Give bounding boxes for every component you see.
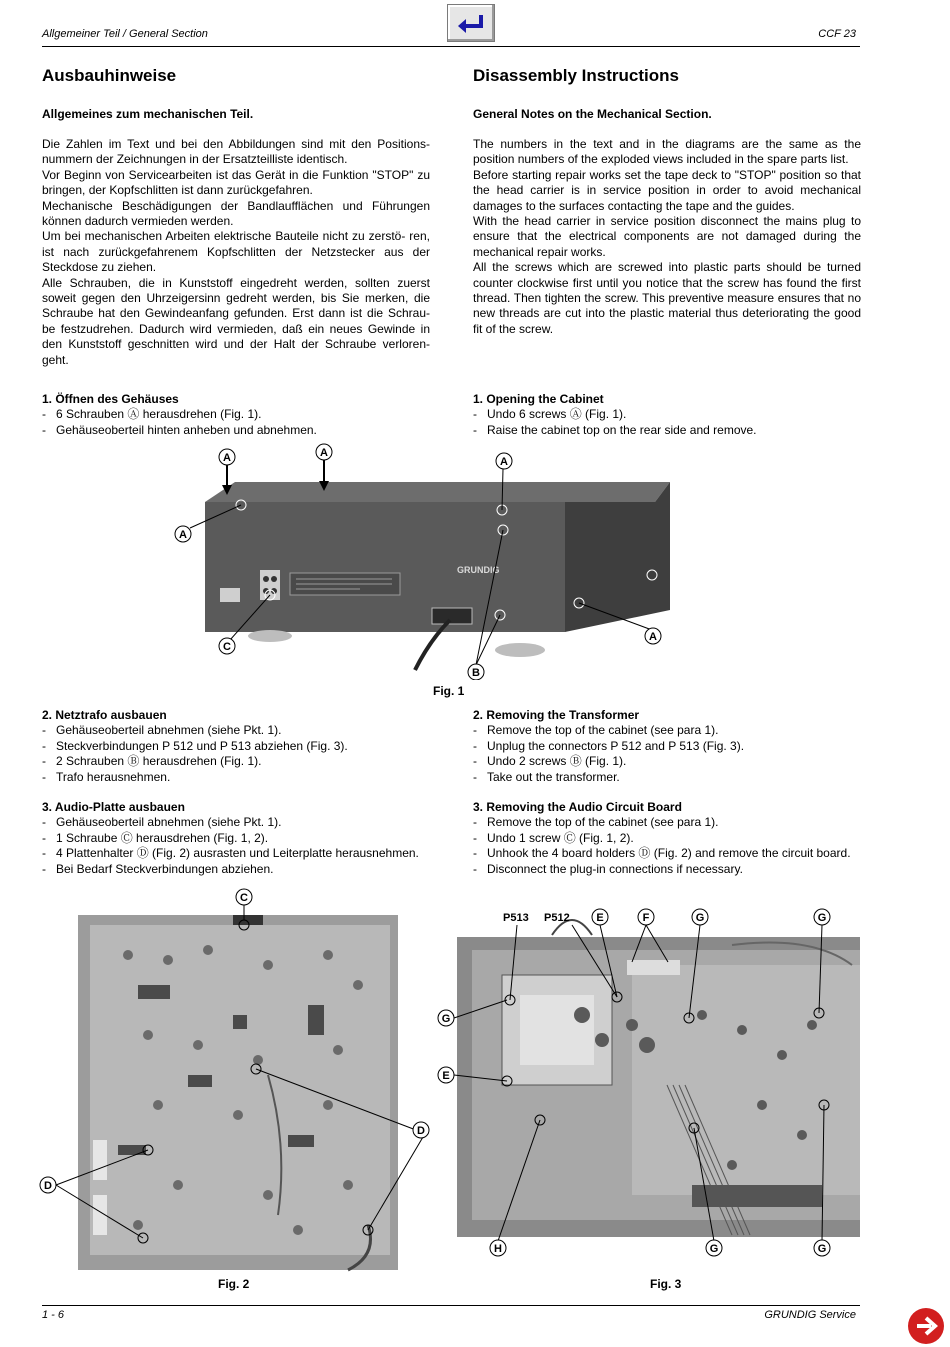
callout-a [316,444,332,460]
figure-1-label: Fig. 1 [433,684,465,698]
title-english: Disassembly Instructions [473,66,679,85]
list-item: - Unhook the 4 board holders Ⓓ (Fig. 2) and remove the circuit board. [473,846,893,861]
callout-d [40,1177,56,1193]
svg-text:D: D [417,1125,425,1137]
svg-text:E: E [596,912,604,924]
section-title: 2. Netztrafo ausbauen [42,708,167,722]
callout-a [219,449,235,465]
header-rule [42,46,860,47]
list-item: - 1 Schraube Ⓒ herausdrehen (Fig. 1, 2). [42,831,462,846]
callout-e [592,909,608,925]
section-3-english [473,800,893,877]
list-item: - 2 Schrauben Ⓑ herausdrehen (Fig. 1). [42,754,462,769]
callout-a [175,526,191,542]
figure-1-cabinet-rear [160,440,700,680]
callout-a [496,453,512,469]
paragraph: Mechanische Beschädigungen der Bandlaufflächen und Führungen können dadurch vermieden werden. [42,198,430,229]
section-3-german [42,800,462,877]
list-item: - Remove the top of the cabinet (see para 1). [473,815,893,830]
paragraph: Before starting repair works set the tape deck to "STOP" position so that the head carrier is in service position in order to avoid mechanical damages to the surfaces contacting the tape and the guides. [473,167,861,213]
svg-text:E: E [442,1070,450,1082]
section-title: 3. Audio-Platte ausbauen [42,800,185,814]
figure-2-audio-board [38,885,433,1275]
svg-text:D: D [44,1180,52,1192]
callout-e [438,1067,454,1083]
callout-d [413,1122,429,1138]
svg-text:C: C [240,892,248,904]
callout-g [706,1240,722,1256]
section-title: 3. Removing the Audio Circuit Board [473,800,682,814]
svg-text:H: H [494,1243,502,1255]
list-item: - Undo 6 screws Ⓐ (Fig. 1). [473,407,893,422]
svg-text:C: C [223,641,231,653]
callout-a [645,628,661,644]
back-button[interactable] [447,4,495,42]
svg-text:A: A [179,529,187,541]
callout-g [438,1010,454,1026]
callout-h [490,1240,506,1256]
figure-3-label: Fig. 3 [650,1277,682,1291]
list-item: - 6 Schrauben Ⓐ herausdrehen (Fig. 1). [42,407,462,422]
svg-text:G: G [441,1013,451,1025]
svg-text:G: G [817,1243,827,1255]
paragraph: With the head carrier in service position disconnect the mains plug to ensure that the electrical components are not damaged during the mechanical repair works. [473,214,861,259]
next-arrow-icon [914,1314,938,1338]
callout-p513: P513 [503,912,529,924]
section-title: 1. Opening the Cabinet [473,392,604,406]
paragraph: Die Zahlen im Text und bei den Abbildungen sind mit den Positions- nummern der Zeichnungen in der Ersatzteilliste identisch. [42,137,430,167]
svg-text:B: B [472,667,480,679]
section-title: 1. Öffnen des Gehäuses [42,392,179,406]
callout-c [236,889,252,905]
subtitle-german: Allgemeines zum mechanischen Teil. [42,107,254,121]
callout-p512: P512 [544,912,570,924]
list-item: - Undo 2 screws Ⓑ (Fig. 1). [473,754,893,769]
svg-text:A: A [500,456,508,468]
figure-2-label: Fig. 2 [218,1277,250,1291]
svg-text:A: A [223,452,231,464]
list-item: - Steckverbindungen P 512 und P 513 abziehen (Fig. 3). [42,739,462,754]
section-title: 2. Removing the Transformer [473,708,640,722]
section-1-german [42,392,462,438]
list-item: - Remove the top of the cabinet (see para 1). [473,723,893,738]
list-item: - Gehäuseoberteil abnehmen (siehe Pkt. 1). [42,723,462,738]
svg-text:F: F [642,912,650,924]
section-2-english [473,708,893,785]
list-item: - Undo 1 screw Ⓒ (Fig. 1, 2). [473,831,893,846]
paragraph: Alle Schrauben, die in Kunststoff eingedreht werden, sollten zuerst soweit gegen den Uhrzeigersinn gedreht werden, bis Sie merken, die Schraube hat den Gewindeanfang gefunden. Erst dann ist die Schrau- be festzudrehen. Dadurch wird vermieden, daß ein neues Gewinde in den Kunststoff geschnitten wird und der Halt der Schraube verloren- geht. [42,275,430,367]
callout-f [638,909,654,925]
return-arrow-icon [454,11,488,35]
list-item: - Raise the cabinet top on the rear side and remove. [473,423,893,438]
callout-g [692,909,708,925]
list-item: - Unplug the connectors P 512 and P 513 (Fig. 3). [473,739,893,754]
list-item: - 4 Plattenhalter Ⓓ (Fig. 2) ausrasten und Leiterplatte herausnehmen. [42,846,462,861]
figure-3-transformer-board [432,905,860,1260]
section-2-german [42,708,462,785]
svg-text:G: G [709,1243,719,1255]
list-item: - Take out the transformer. [473,770,893,785]
next-page-button[interactable] [908,1308,944,1344]
callout-b [468,664,484,680]
intro-english [473,137,861,337]
header-right: CCF 23 [818,28,856,40]
paragraph: The numbers in the text and in the diagrams are the same as the position numbers of the exploded views included in the spare parts list. [473,137,861,167]
section-1-english [473,392,893,438]
header-left: Allgemeiner Teil / General Section [42,28,208,40]
svg-text:A: A [320,447,328,459]
list-item: - Gehäuseoberteil abnehmen (siehe Pkt. 1). [42,815,462,830]
brand-logo-text: GRUNDIG [457,565,500,575]
list-item: - Gehäuseoberteil hinten anheben und abnehmen. [42,423,462,438]
paragraph: Um bei mechanischen Arbeiten elektrische Bauteile nicht zu zerstö- ren, ist nach zurückgefahrenem Kopfschlitten der Netzstecker aus der Steckdose zu ziehen. [42,229,430,275]
list-item: - Trafo herausnehmen. [42,770,462,785]
footer-rule [42,1305,860,1306]
callout-g [814,1240,830,1256]
svg-text:G: G [817,912,827,924]
title-german: Ausbauhinweise [42,66,177,85]
page-number: 1 - 6 [42,1309,65,1321]
svg-text:G: G [695,912,705,924]
paragraph: Vor Beginn von Servicearbeiten ist das Gerät in die Funktion "STOP" zu bringen, der Kopfschlitten ist dann zurückgefahren. [42,167,430,198]
callout-c [219,638,235,654]
list-item: - Bei Bedarf Steckverbindungen abziehen. [42,862,462,877]
subtitle-english: General Notes on the Mechanical Section. [473,107,712,121]
list-item: - Disconnect the plug-in connections if necessary. [473,862,893,877]
callout-g [814,909,830,925]
paragraph: All the screws which are screwed into plastic parts should be turned counter clockwise first until you notice that the screw has found the first thread. Then tighten the screw. This preventive measure ensures that no new threads are cut into the plastic material thus deteriorating the good fit of the screw. [473,260,861,336]
intro-german [42,137,430,368]
svg-text:A: A [649,631,657,643]
footer-brand: GRUNDIG Service [764,1309,856,1321]
